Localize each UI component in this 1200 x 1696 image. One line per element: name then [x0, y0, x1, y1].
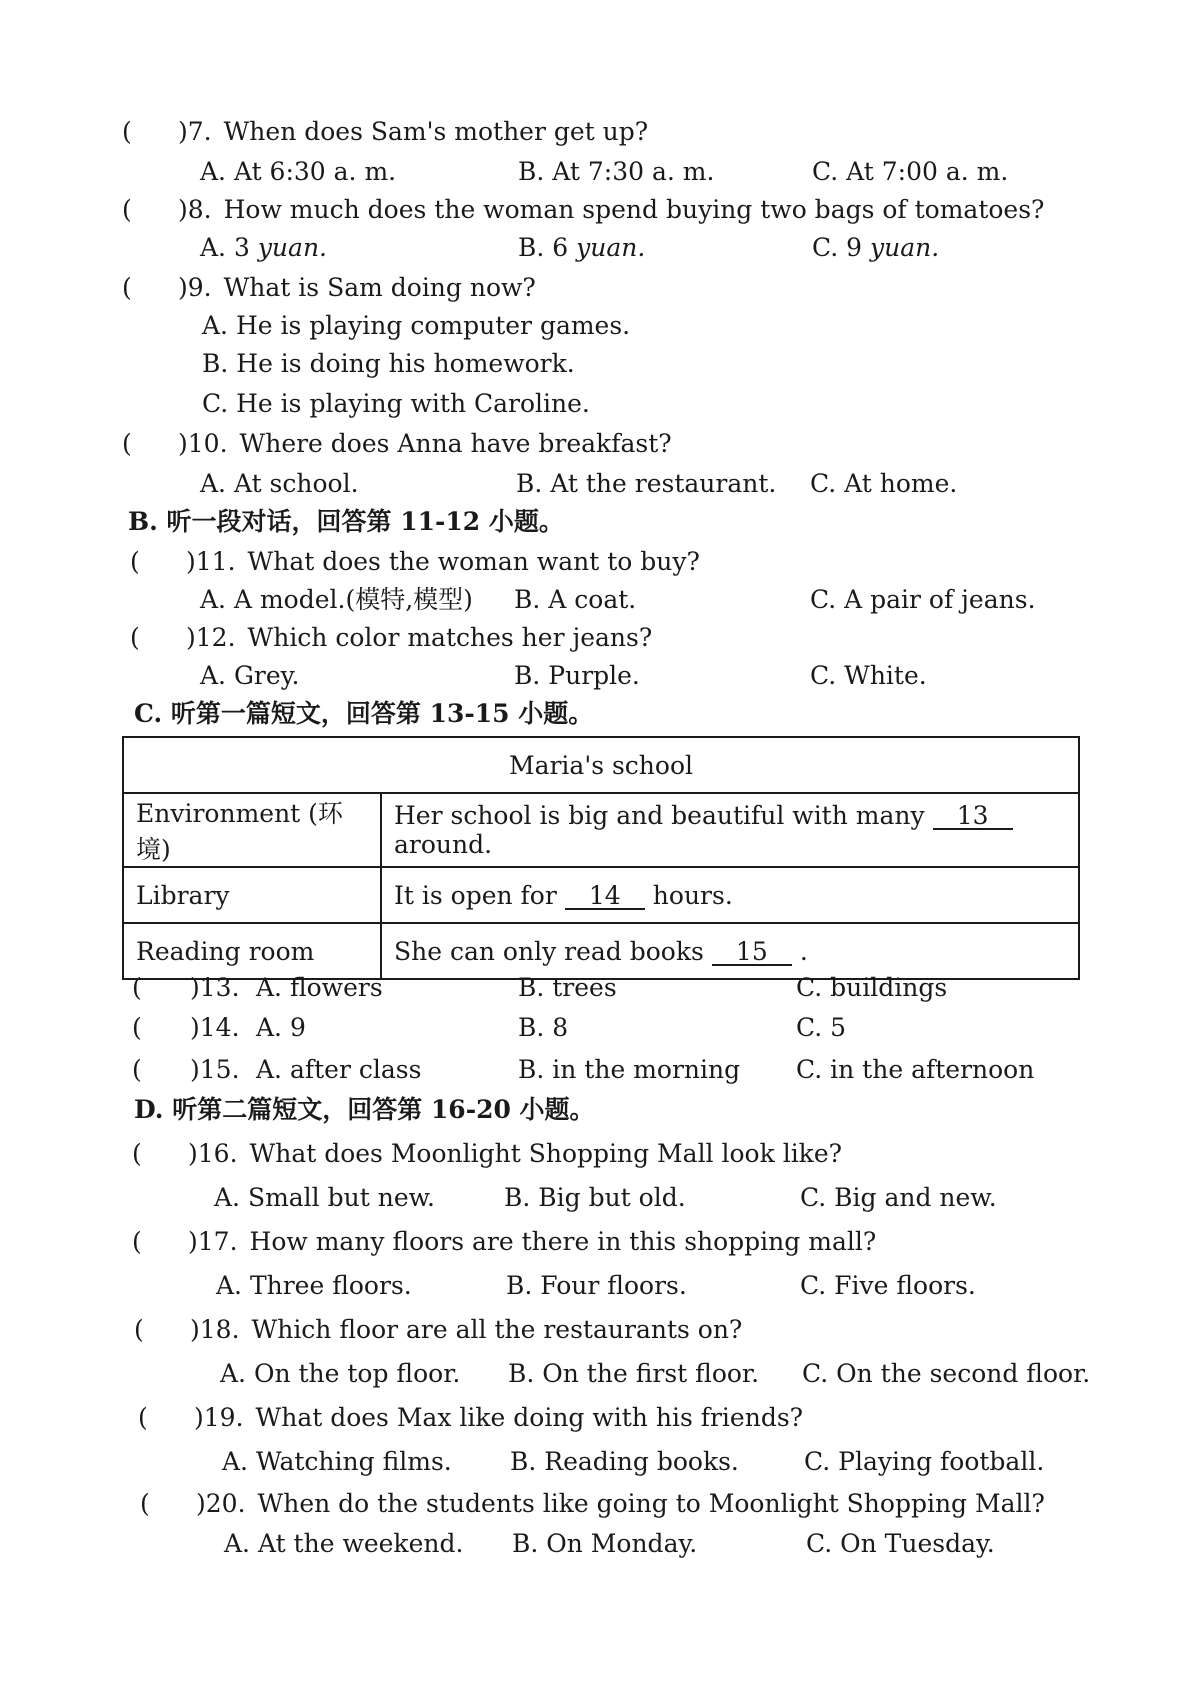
answer-bracket[interactable]: (	[122, 429, 132, 458]
option-b[interactable]: B. trees	[518, 973, 617, 1002]
table-row	[123, 867, 1079, 923]
row-content: Her school is big and beautiful with many 13around.	[381, 793, 1079, 867]
question-text: What does Moonlight Shopping Mall look like?	[249, 1139, 843, 1168]
option-a[interactable]: A. after class	[256, 1055, 422, 1084]
option-b[interactable]: B. in the morning	[518, 1055, 741, 1084]
option-a[interactable]: A. Watching films.	[222, 1447, 452, 1476]
option-a[interactable]: A. flowers	[256, 973, 383, 1002]
option-c[interactable]: C. Five floors.	[800, 1271, 976, 1300]
question-number: )8.	[178, 195, 212, 224]
question-17	[132, 1226, 876, 1258]
row-label: Reading room	[123, 923, 381, 979]
section-b-heading: B. 听一段对话，回答第 11-12 小题。	[128, 507, 564, 536]
option-a[interactable]: A. On the top floor.	[220, 1359, 461, 1388]
option-c[interactable]: C. At home.	[810, 469, 958, 498]
option-b[interactable]: B. A coat.	[514, 585, 637, 614]
question-text: What is Sam doing now?	[223, 273, 536, 302]
answer-blank[interactable]: 14	[565, 884, 645, 910]
table-row	[123, 923, 1079, 979]
question-number: )9.	[178, 273, 212, 302]
question-text: How many floors are there in this shopping mall?	[249, 1227, 877, 1256]
option-a[interactable]: A. At 6:30 a. m.	[200, 157, 397, 186]
option-b[interactable]: B. On the first floor.	[508, 1359, 760, 1388]
table-title: Maria's school	[123, 737, 1079, 793]
option-c[interactable]: C. A pair of jeans.	[810, 585, 1036, 614]
answer-bracket[interactable]: (	[138, 1403, 148, 1432]
option-b[interactable]: B. At the restaurant.	[516, 469, 777, 498]
answer-bracket[interactable]: (	[130, 547, 140, 576]
section-d-heading: D. 听第二篇短文，回答第 16-20 小题。	[134, 1095, 595, 1124]
question-text: Which floor are all the restaurants on?	[251, 1315, 743, 1344]
question-number: )14.	[190, 1013, 240, 1042]
answer-bracket[interactable]: (	[132, 1139, 142, 1168]
question-number: )16.	[188, 1139, 238, 1168]
answer-blank[interactable]: 13	[933, 804, 1013, 830]
question-text: What does the woman want to buy?	[247, 547, 700, 576]
option-a[interactable]: A. A model.(模特,模型)	[200, 585, 473, 614]
option-a[interactable]: A. At the weekend.	[224, 1529, 464, 1558]
answer-bracket[interactable]: (	[122, 273, 132, 302]
question-number: )12.	[186, 623, 236, 652]
option-c[interactable]: C. buildings	[796, 973, 948, 1002]
option-a[interactable]: A. Grey.	[200, 661, 300, 690]
question-number: )7.	[178, 117, 212, 146]
option-a[interactable]: A. At school.	[200, 469, 359, 498]
option-c[interactable]: C. 9 yuan.	[812, 233, 940, 262]
row-label: Environment (环境)	[123, 793, 381, 867]
question-18	[134, 1314, 742, 1346]
section-c-heading: C. 听第一篇短文，回答第 13-15 小题。	[134, 699, 594, 728]
answer-bracket[interactable]: (	[132, 1227, 142, 1256]
answer-bracket[interactable]: (	[122, 117, 132, 146]
answer-bracket[interactable]: (	[132, 1013, 142, 1042]
option-c[interactable]: C. He is playing with Caroline.	[202, 389, 590, 418]
option-b[interactable]: B. Reading books.	[510, 1447, 739, 1476]
option-b[interactable]: B. 8	[518, 1013, 569, 1042]
answer-bracket[interactable]: (	[130, 623, 140, 652]
question-7	[122, 116, 648, 148]
question-number: )13.	[190, 973, 240, 1002]
row-content: She can only read books 15 .	[381, 923, 1079, 979]
question-number: )18.	[190, 1315, 240, 1344]
question-number: )19.	[194, 1403, 244, 1432]
question-number: )15.	[190, 1055, 240, 1084]
question-16	[132, 1138, 842, 1170]
option-a[interactable]: A. He is playing computer games.	[202, 311, 631, 340]
question-10	[122, 428, 672, 460]
row-content: It is open for 14 hours.	[381, 867, 1079, 923]
option-c[interactable]: C. Playing football.	[804, 1447, 1045, 1476]
option-c[interactable]: C. At 7:00 a. m.	[812, 157, 1009, 186]
question-number: )17.	[188, 1227, 238, 1256]
answer-bracket[interactable]: (	[140, 1489, 150, 1518]
question-number: )10.	[178, 429, 228, 458]
question-9	[122, 272, 536, 304]
question-8	[122, 194, 1044, 226]
option-b[interactable]: B. At 7:30 a. m.	[518, 157, 715, 186]
option-a[interactable]: A. 9	[256, 1013, 306, 1042]
question-number: )11.	[186, 547, 236, 576]
option-c[interactable]: C. Big and new.	[800, 1183, 997, 1212]
answer-blank[interactable]: 15	[712, 940, 792, 966]
option-a[interactable]: A. 3 yuan.	[200, 233, 327, 262]
question-20	[140, 1488, 1045, 1520]
question-text: How much does the woman spend buying two bags of tomatoes?	[223, 195, 1045, 224]
option-c[interactable]: C. On the second floor.	[802, 1359, 1091, 1388]
question-text: Which color matches her jeans?	[247, 623, 653, 652]
option-c[interactable]: C. in the afternoon	[796, 1055, 1035, 1084]
answer-bracket[interactable]: (	[132, 973, 142, 1002]
option-b[interactable]: B. Four floors.	[506, 1271, 687, 1300]
question-19	[138, 1402, 803, 1434]
question-text: Where does Anna have breakfast?	[239, 429, 672, 458]
option-c[interactable]: C. On Tuesday.	[806, 1529, 995, 1558]
question-text: What does Max like doing with his friends?	[255, 1403, 804, 1432]
answer-bracket[interactable]: (	[134, 1315, 144, 1344]
option-b[interactable]: B. Purple.	[514, 661, 640, 690]
option-b[interactable]: B. He is doing his homework.	[202, 349, 575, 378]
question-text: When do the students like going to Moonlight Shopping Mall?	[257, 1489, 1045, 1518]
maria-school-table	[122, 736, 1080, 980]
answer-bracket[interactable]: (	[132, 1055, 142, 1084]
question-12	[130, 622, 652, 654]
row-label: Library	[123, 867, 381, 923]
question-number: )20.	[196, 1489, 246, 1518]
option-a[interactable]: A. Three floors.	[216, 1271, 412, 1300]
option-a[interactable]: A. Small but new.	[214, 1183, 435, 1212]
question-11	[130, 546, 700, 578]
option-b[interactable]: B. Big but old.	[504, 1183, 686, 1212]
option-b[interactable]: B. On Monday.	[512, 1529, 698, 1558]
table-row	[123, 793, 1079, 867]
question-text: When does Sam's mother get up?	[223, 117, 649, 146]
option-b[interactable]: B. 6 yuan.	[518, 233, 646, 262]
option-c[interactable]: C. 5	[796, 1013, 847, 1042]
option-c[interactable]: C. White.	[810, 661, 927, 690]
answer-bracket[interactable]: (	[122, 195, 132, 224]
